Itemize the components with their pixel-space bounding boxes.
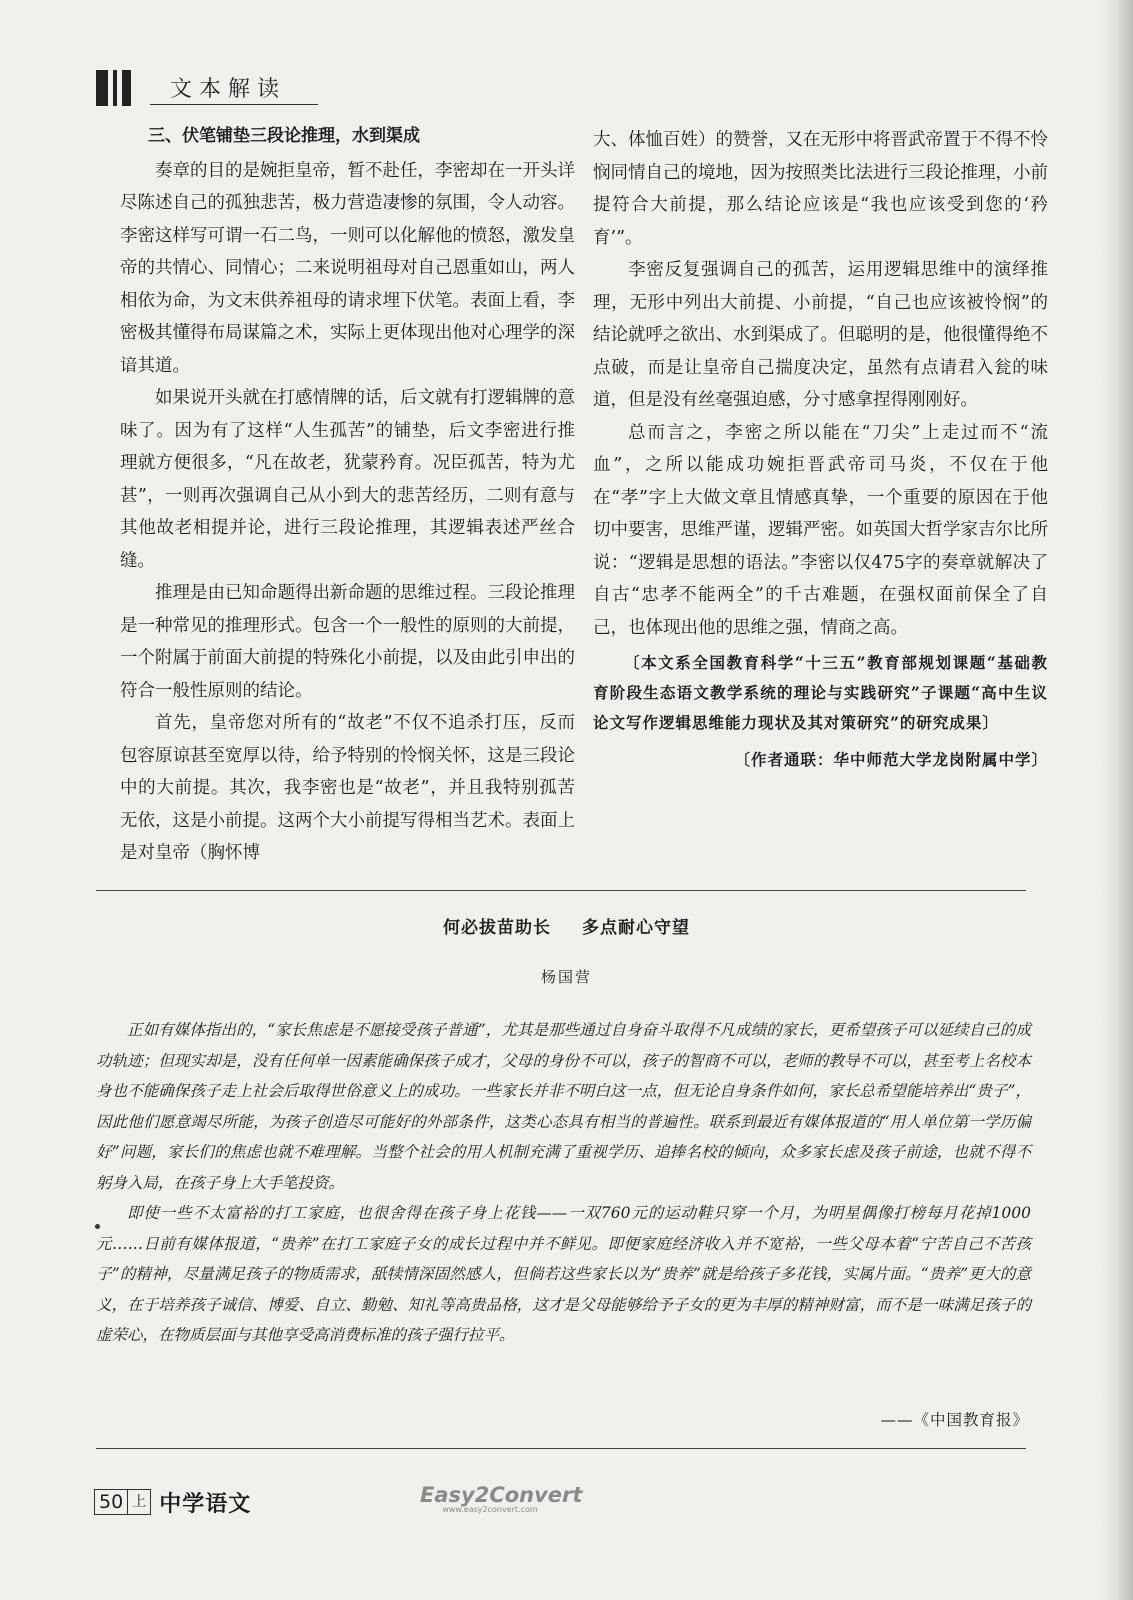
paragraph: 推理是由已知命题得出新命题的思维过程。三段论推理是一种常见的推理形式。包含一个一般性的原则的大前提，一个附属于前面大前提的特殊化小前提，以及由此引申出的符合一般性原则的结论。 — [120, 583, 575, 701]
scan-edge-shadow — [1099, 0, 1133, 1600]
header-bars-decoration — [96, 70, 146, 106]
watermark-main: Easy2Convert — [420, 1483, 583, 1507]
paragraph: 总而言之，李密之所以能在“刀尖”上走过而不“流血”，之所以能成功婉拒晋武帝司马炎，不仅在于他在“孝”字上大做文章且情感真挚，一个重要的原因在于他切中要害，思维严谨，逻辑严密。如英国大哲学家吉尔比所说：“逻辑是思想的语法。”李密以仅475字的奏章就解决了自古“忠孝不能两全”的千古难题，在强权面前保全了自己，也体现出他的思维之强，情商之高。 — [593, 422, 1048, 638]
watermark — [420, 1483, 583, 1514]
paragraph: 即使一些不太富裕的打工家庭，也很舍得在孩子身上花钱——一双760元的运动鞋只穿一个月，为明星偶像打榜每月花掉1000元……日前有媒体报道，“贵养”在打工家庭子女的成长过程中并不鲜见。即便家庭经济收入并不宽裕，一些父母本着“宁苦自己不苦孩子”的精神，尽量满足孩子的物质需求，舐犊情深固然感人，但倘若这些家长以为“贵养”就是给孩子多花钱，实属片面。“贵养”更大的意义，在于培养孩子诚信、博爱、自立、勤勉、知礼等高贵品格，这才是父母能够给予子女的更为丰厚的精神财富，而不是一味满足孩子的虚荣心，在物质层面与其他享受高消费标准的孩子强行拉平。 — [96, 1204, 1031, 1344]
scan-mark — [95, 1224, 100, 1229]
article-title-part2: 多点耐心守望 — [581, 918, 690, 938]
paragraph: 奏章的目的是婉拒皇帝，暂不赴任，李密却在一开头详尽陈述自己的孤独悲苦，极力营造凄惨的氛围，令人动容。李密这样写可谓一石二鸟，一则可以化解他的愤怒，激发皇帝的共情心、同情心；二来说明祖母对自己恩重如山，两人相依为命，为文末供养祖母的请求埋下伏笔。表面上看，李密极其懂得布局谋篇之术，实际上更体现出他对心理学的深谙其道。 — [120, 160, 575, 376]
paragraph: 李密反复强调自己的孤苦，运用逻辑思维中的演绎推理，无形中列出大前提、小前提，“自己也应该被怜悯”的结论就呼之欲出、水到渠成了。但聪明的是，他很懂得绝不点破，而是让皇帝自己揣度决定，虽然有点请君入瓮的味道，但是没有丝毫强迫感，分寸感拿捏得刚刚好。 — [593, 260, 1048, 410]
fund-note-text: 〔本文系全国教育科学“十三五”教育部规划课题“基础教育阶段生态语文教学系统的理论与实践研究”子课题“高中生议论文写作逻辑思维能力现状及其对策研究”的研究成果〕 — [593, 653, 1048, 732]
divider-bottom — [96, 1448, 1026, 1449]
article-title-part1: 何必拔苗助长 — [443, 918, 552, 938]
article-source: ——《中国教育报》 — [880, 1411, 1029, 1429]
magazine-name: 中学语文 — [159, 1490, 252, 1517]
watermark-url: www.easy2convert.com — [442, 1505, 538, 1514]
divider-top — [96, 890, 1026, 891]
author-affiliation: 〔作者通联：华中师范大学龙岗附属中学〕 — [734, 750, 1048, 769]
paragraph: 正如有媒体指出的，“家长焦虑是不愿接受孩子普通”，尤其是那些通过自身奋斗取得不凡成绩的家长，更希望孩子可以延续自己的成功轨迹；但现实却是，没有任何单一因素能确保孩子成才，父母的身份不可以，孩子的智商不可以，老师的教导不可以，甚至考上名校本身也不能确保孩子走上社会后取得世俗意义上的成功。一些家长并非不明白这一点，但无论自身条件如何，家长总希望能培养出“贵子”，因此他们愿意竭尽所能，为孩子创造尽可能好的外部条件，这类心态具有相当的普遍性。联系到最近有媒体报道的“用人单位第一学历偏好”问题，家长们的焦虑也就不难理解。当整个社会的用人机制充满了重视学历、追捧名校的倾向，众多家长虑及孩子前途，也就不得不躬身入局，在孩子身上大手笔投资。 — [96, 1021, 1031, 1192]
section-heading: 三、伏笔铺垫三段论推理，水到渠成 — [148, 126, 420, 146]
page-footer — [94, 1489, 251, 1515]
paragraph-continuation: 大、体恤百姓）的赞誉，又在无形中将晋武帝置于不得不怜悯同情自己的境地，因为按照类比法进行三段论推理，小前提符合大前提，那么结论应该是“我也应该受到您的‘矜育’”。 — [593, 130, 1048, 248]
paragraph: 首先，皇帝您对所有的“故老”不仅不追杀打压，反而包容原谅甚至宽厚以待，给予特别的怜悯关怀，这是三段论中的大前提。其次，我李密也是“故老”，并且我特别孤苦无依，这是小前提。这两个大小前提写得相当艺术。表面上是对皇帝（胸怀博 — [120, 713, 575, 863]
left-column — [120, 120, 575, 870]
header-underline — [150, 104, 318, 105]
article-author: 杨国营 — [540, 968, 592, 986]
page-number: 50 — [94, 1489, 128, 1515]
half-label: 上 — [128, 1489, 151, 1515]
paragraph: 如果说开头就在打感情牌的话，后文就有打逻辑牌的意味了。因为有了这样“人生孤苦”的铺垫，后文李密进行推理就方便很多，“凡在故老，犹蒙矜育。况臣孤苦，特为尤甚”，一则再次强调自己从小到大的悲苦经历，二则有意与其他故老相提并论，进行三段论推理，其逻辑表述严丝合缝。 — [120, 388, 575, 571]
fund-note — [593, 648, 1048, 738]
right-column — [593, 124, 1048, 777]
article-body — [96, 1015, 1031, 1351]
article-title — [0, 913, 1133, 938]
section-title: 文本解读 — [170, 77, 287, 102]
